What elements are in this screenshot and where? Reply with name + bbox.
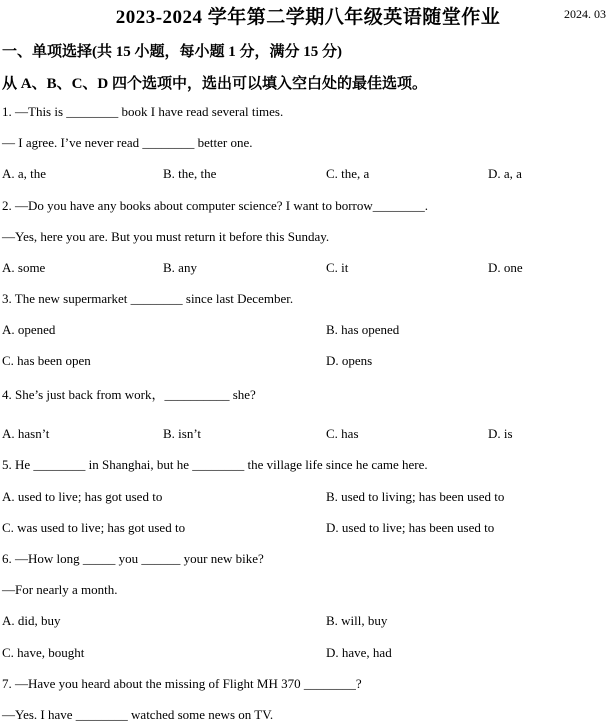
question-4-option-d: D. is [488,426,513,441]
question-2-option-d: D. one [488,260,523,275]
question-3-option-c: C. has been open [2,353,91,368]
question-6-option-a: A. did, buy [2,613,61,628]
question-3-option-d: D. opens [326,353,373,368]
section-instruction: 从 A、B、C、D 四个选项中，选出可以填入空白处的最佳选项。 [2,76,428,92]
question-2-reply: —Yes, here you are. But you must return it before this Sunday. [2,229,330,244]
question-6-stem: 6. —How long _____ you ______ your new bike? [2,551,264,566]
question-5-option-c: C. was used to live; has got used to [2,520,186,535]
question-5-option-d: D. used to live; has been used to [326,520,495,535]
question-4-stem: 4. She’s just back from work，__________ she? [2,387,256,402]
question-2-stem: 2. —Do you have any books about computer science? I want to borrow________. [2,198,429,213]
question-5-option-a: A. used to live; has got used to [2,489,163,504]
question-2-option-b: B. any [163,260,197,275]
question-2-option-c: C. it [326,260,349,275]
question-1-option-c: C. the, a [326,166,370,181]
question-1-stem: 1. —This is ________ book I have read several times. [2,104,284,119]
document-date: 2024. 03 [564,7,606,21]
question-4-option-c: C. has [326,426,359,441]
question-4-option-a: A. hasn’t [2,426,50,441]
question-6-reply: —For nearly a month. [2,582,118,597]
question-7-stem: 7. —Have you heard about the missing of Flight MH 370 ________? [2,676,362,691]
question-3-option-a: A. opened [2,322,56,337]
question-4-option-b: B. isn’t [163,426,202,441]
page-title: 2023-2024 学年第二学期八年级英语随堂作业 [115,7,501,28]
section-heading: 一、单项选择(共 15 小题，每小题 1 分，满分 15 分) [2,44,342,60]
question-6-option-c: C. have, bought [2,645,85,660]
question-6-option-d: D. have, had [326,645,392,660]
question-7-reply: —Yes. I have ________ watched some news on TV. [2,707,274,722]
question-2-option-a: A. some [2,260,46,275]
question-1-option-a: A. a, the [2,166,47,181]
question-5-option-b: B. used to living; has been used to [326,489,505,504]
question-1-reply: — I agree. I’ve never read ________ better one. [2,135,253,150]
question-5-stem: 5. He ________ in Shanghai, but he ________ the village life since he came here. [2,457,428,472]
question-6-option-b: B. will, buy [326,613,388,628]
question-3-stem: 3. The new supermarket ________ since last December. [2,291,294,306]
question-1-option-d: D. a, a [488,166,522,181]
question-3-option-b: B. has opened [326,322,400,337]
question-1-option-b: B. the, the [163,166,217,181]
